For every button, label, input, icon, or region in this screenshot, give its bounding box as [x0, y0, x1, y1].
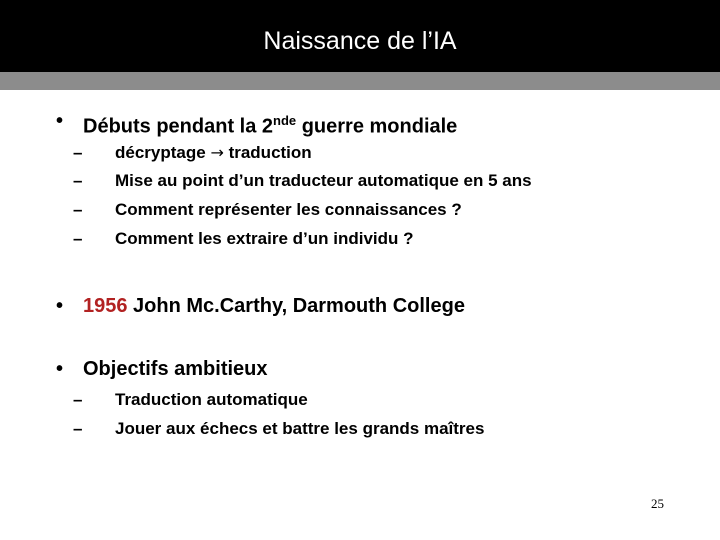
bullet-text	[83, 109, 457, 139]
bullet-text-rest: John Mc.Carthy, Darmouth College	[127, 295, 465, 317]
bullet-marker: •	[56, 295, 64, 317]
subitem-text: Traduction automatique	[115, 390, 308, 409]
dash-marker: –	[73, 390, 83, 409]
subitem-text-after: traduction	[223, 143, 312, 162]
subitem-text: Jouer aux échecs et battre les grands maîtres	[115, 419, 485, 438]
bullet-text-suffix: guerre mondiale	[296, 115, 458, 138]
bullet-text-superscript: nde	[273, 113, 297, 128]
subitem-text: Mise au point d’un traducteur automatique en 5 ans	[115, 171, 532, 190]
dash-marker: –	[73, 143, 83, 162]
subitem-text: Comment représenter les connaissances ?	[115, 200, 462, 219]
dash-marker: –	[73, 200, 83, 219]
right-arrow-icon: →	[210, 143, 224, 162]
bullet-text	[83, 294, 465, 318]
dash-marker: –	[73, 171, 83, 190]
slide-title: Naissance de l’IA	[263, 27, 457, 55]
subitem-text-before: décryptage	[115, 143, 211, 162]
bullet-text: Objectifs ambitieux	[83, 358, 268, 380]
bullet-marker: •	[56, 110, 64, 132]
subitem-text	[115, 143, 312, 163]
subitem-text: Comment les extraire d’un individu ?	[115, 229, 414, 248]
page-number: 25	[651, 496, 664, 511]
dash-marker: –	[73, 419, 83, 438]
dash-marker: –	[73, 229, 83, 248]
title-bar-shadow	[0, 72, 720, 90]
bullet-marker: •	[56, 358, 64, 380]
year-highlight: 1956	[83, 295, 128, 317]
bullet-text-prefix: Débuts pendant la 2	[83, 115, 274, 138]
